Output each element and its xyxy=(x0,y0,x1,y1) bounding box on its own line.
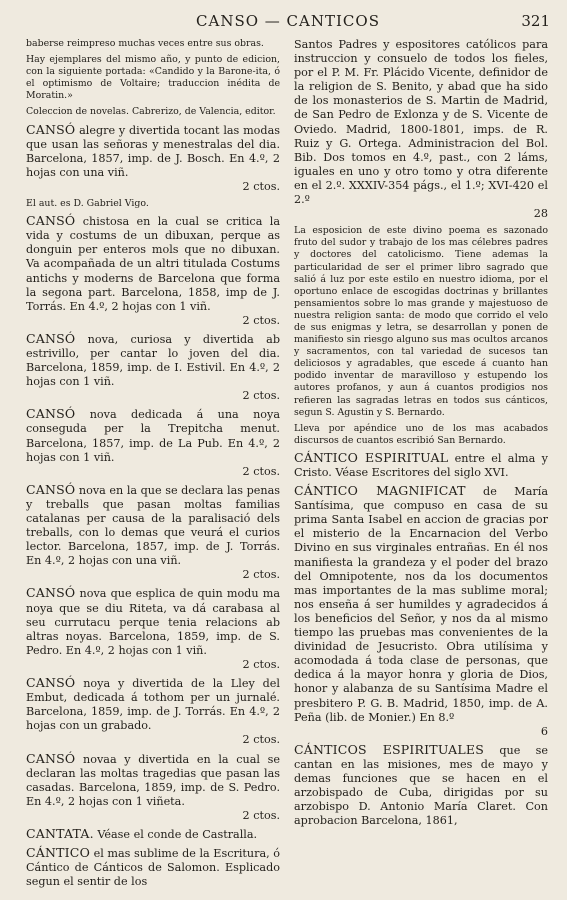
catalog-entry xyxy=(294,38,548,221)
entry-text: nova dedicada á una noya conseguda per la Trepitcha menut. Barcelona, 1857, imp. de La Pub. En 4.º, 2 hojas con 1 viñ. xyxy=(26,408,280,464)
entry-headword: CANTATA. xyxy=(26,825,94,841)
catalog-entry xyxy=(26,586,280,672)
entry-note: baberse reimpreso muchas veces entre sus obras. xyxy=(26,38,264,49)
entry-text: novaa y divertida en la cual se declaran las moltas tragedias que pasan las casadas. Barcelona, 1859, imp. de S. Pedro. En 4.º, 2 hojas con 1 viñeta. xyxy=(26,752,280,808)
entry-text: nova, curiosa y divertida ab estrivillo, per cantar lo joven del dia. Barcelona, 1859, imp. de I. Estivil. En 4.º, 2 hojas con 1 viñ. xyxy=(26,332,280,389)
entry-note: El aut. es D. Gabriel Vigo. xyxy=(26,198,149,210)
text-columns xyxy=(26,38,550,893)
page-number: 321 xyxy=(521,12,550,30)
entry-price: 2 ctos. xyxy=(242,313,280,327)
entry-text: nova que esplica de quin modu ma noya que se diu Riteta, va dá carabasa al seu currutacu perque tenia relacions ab altras noyas. Barcelona, 1859, imp. de S. Pedro. En 4.º, 2 hojas con 1 viñ. xyxy=(26,587,280,657)
left-column xyxy=(26,38,280,893)
entry-headword: CANSÓ xyxy=(26,750,76,766)
entry-headword: CANSÓ xyxy=(26,675,76,691)
entry-text: Santos Padres y espositores católicos para instruccion y consuelo de todos los fieles, por el P. M. Fr. Plácido Vicente, definidor de la religion de S. Benito, y abad que ha sido de los monasterios de S. Martin de Madrid, de San Pedro de Exlonza y de S. Vicente de Oviedo. Madrid, 1800-1801, imps. de R. Ruiz y G. Ortega. Administracion del Bol. Bib. Dos tomos en 4.º, past., con 2 láms, iguales en uno y otro tomo y otra diferente en el 2.º. XXXIV-354 págs., el 1.º; XVI-420 el 2.º xyxy=(294,38,548,207)
entry-headword: CÁNTICO xyxy=(26,845,91,861)
entry-price: 2 ctos. xyxy=(242,733,280,747)
entry-price: 2 ctos. xyxy=(242,657,280,671)
catalog-entry xyxy=(294,484,548,739)
entry-price: 2 ctos. xyxy=(242,464,280,478)
entry-text: Véase el conde de Castralla. xyxy=(93,827,258,841)
entry-text: noya y divertida de la Lley del Embut, dedicada á tothom per un jurnalé. Barcelona, 1859, imp. de J. Torrás. En 4.º, 2 hojas con un grabado. xyxy=(26,677,280,733)
entry-headword: CANSÓ xyxy=(26,330,76,346)
entry-note: Lleva por apéndice uno de los mas acabados discursos de cuantos escribió San Bernardo. xyxy=(294,422,548,446)
entry-text: que se cantan en las misiones, mes de mayo y demas funciones que se hacen en el arzobispado de Cuba, dirigidas por su arzobispo D. Antonio María Claret. Con aprobacion Barcelona, 1861, xyxy=(294,743,548,828)
running-head: CANSO — CANTICOS xyxy=(196,12,380,30)
entry-headword: CANSÓ xyxy=(26,481,76,497)
entry-text: chistosa en la cual se critica la vida y costums de un dibuxan, perque as donguin per enteros mols que no dibuxan. Va acompañada de un altri titulada Costums antichs y moderns de Barcelona que forma la segona part. Barcelona, 1858, imp de J. Torrás. En 4.º, 2 hojas con 1 viñ. xyxy=(26,215,280,313)
entry-headword: CÁNTICO MAGNIFICAT xyxy=(294,483,466,499)
entry-headword: CANSÓ xyxy=(26,406,76,422)
entry-price: 2 ctos. xyxy=(242,389,280,403)
page-header xyxy=(26,10,550,38)
catalog-entry xyxy=(26,483,280,583)
entry-headword: CANSÓ xyxy=(26,213,76,229)
entry-text: entre el alma y Cristo. Véase Escritores del siglo XVI. xyxy=(294,451,549,479)
entry-price: 2 ctos. xyxy=(242,808,280,822)
catalog-entry xyxy=(26,827,280,842)
entry-text: nova en la que se declara las penas y treballs que pasan moltas familias catalanas per causa de la paralisació dels treballs, con lo demas que veurá el curios lector. Barcelona, 1857, imp. de J. Torrás. En 4.º, 2 hojas con una viñ. xyxy=(26,483,280,568)
entry-headword: CÁNTICO ESPIRITUAL xyxy=(294,449,449,465)
catalog-entry xyxy=(26,407,280,478)
entry-text: alegre y divertida tocant las modas que usan las señoras y menestralas del dia. Barcelona, 1857, imp. de J. Bosch. En 4.º, 2 hojas con una viñ. xyxy=(26,123,280,179)
catalog-entry xyxy=(294,743,548,829)
entry-headword: CANSÓ xyxy=(26,121,76,137)
catalog-entry xyxy=(26,846,280,889)
entry-note: La esposicion de este divino poema es sazonado fruto del sudor y trabajo de los mas célebres padres y doctores del catolicismo. Tiene ademas la particularidad de ser el primer libro sagrado que salió á luz por este estilo en nuestro idioma, por el oportuno enlace de escogidas doctrinas y brillantes pensamientos sobre lo mas grande y majestuoso de nuestra religion santa: de modo que corrido el velo de sus enigmas y letra, se desarrollan y ponen de manifiesto sin riesgo alguno sus mas ocultos arcanos y sacramentos, con tal variedad de sucesos tan deliciosos y agradables, que escede á cuanto han podido inventar de maravilloso y estupendo los autores profanos, y aun á cuantos prodigios nos refieren las sagradas letras en todos sus cánticos, segun S. Agustin y S. Bernardo. xyxy=(294,225,548,418)
entry-price: 28 xyxy=(533,207,548,221)
entry-note: Hay ejemplares del mismo año, y punto de edicion, con la siguiente portada: «Candido y la Barone-ita, ó el optimismo de Voltaire; traduccion inédita de Moratin.» xyxy=(26,54,280,102)
entry-text: de María Santísima, que compuso en casa de su prima Santa Isabel en accion de gracias por el misterio de la Encarnacion del Verbo Divino en sus virginales entrañas. En él nos manifiesta la grandeza y el poder del brazo del Omnipotente, nos da los documentos mas importantes de la mas sublime moral; nos enseña á ser humildes y agradecidos á los beneficios del Señor, y nos da al mismo tiempo las pruebas mas convenientes de la divinidad de Jesucristo. Obra utilísima y acomodada á toda clase de personas, que dedica á la mayor honra y gloria de Dios, honor y alabanza de su Santísima Madre el presbitero P. G. B. Madrid, 1850, imp. de A. Peña (lib. de Monier.) En 8.º xyxy=(294,485,549,724)
catalog-entry xyxy=(26,214,280,328)
right-column xyxy=(294,38,548,893)
catalog-entry xyxy=(26,332,280,403)
catalog-entry xyxy=(26,123,280,194)
entry-headword: CANSÓ xyxy=(26,585,76,601)
entry-text: el mas sublime de la Escritura, ó Cántico de Cánticos de Salomon. Esplicado segun el sentir de los xyxy=(26,847,280,889)
entry-price: 2 ctos. xyxy=(242,179,280,193)
catalog-entry xyxy=(26,676,280,747)
entry-headword: CÁNTICOS ESPIRITUALES xyxy=(294,741,485,757)
entry-note: Coleccion de novelas. Cabrerizo, de Valencia, editor. xyxy=(26,106,276,118)
entry-price: 6 xyxy=(540,724,548,738)
catalog-entry xyxy=(294,451,548,480)
catalog-entry xyxy=(26,752,280,823)
entry-price: 2 ctos. xyxy=(242,568,280,582)
